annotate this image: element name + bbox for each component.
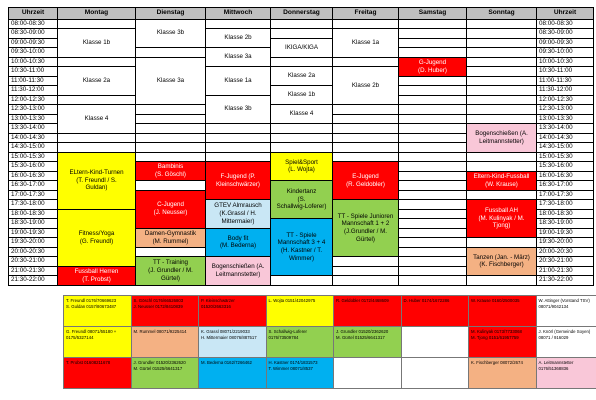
time-slot-left: 21:30-22:00	[8, 275, 58, 286]
schedule-event: Klasse 3b	[205, 95, 271, 125]
time-slot-right: 09:00-09:30	[536, 38, 594, 49]
contact-cell: T. Freundl 0176/70669623 S. Guldan 0157/80673487	[63, 295, 132, 327]
time-slot-right: 18:30-19:00	[536, 218, 594, 229]
time-slot-right: 17:00-17:30	[536, 190, 594, 201]
contact-cell: J. Grundler 01520/2362620 M. Gürtel 01525/6641317	[131, 357, 200, 389]
time-slot-left: 17:00-17:30	[8, 190, 58, 201]
time-slot-left: 14:30-15:00	[8, 142, 58, 153]
schedule-event: ELtern-Kind-Turnen (T. Freundl / S. Guldan)	[57, 152, 136, 210]
schedule-event: Spiel&Sport (L. Wojta)	[270, 152, 333, 182]
schedule-event: Fussball Herren (T. Probst)	[57, 266, 136, 286]
time-slot-right: 17:30-18:00	[536, 199, 594, 210]
contact-cell: T. Probst 01608211678	[63, 357, 132, 389]
schedule-event: TT - Spiele Junioren Mannschaft 1 + 2 (J.Grundler / M. Gürtel)	[332, 199, 399, 257]
contact-cell: M. Bederna 0162/7266462	[198, 357, 267, 389]
schedule-event: Klasse 4	[270, 104, 333, 124]
contact-cell: L. Wojta 0151/42042975	[266, 295, 335, 327]
time-slot-left: 16:30-17:00	[8, 180, 58, 191]
contact-cell: A. Leitmannstetter 0176/51368836	[536, 357, 596, 389]
time-slot-right: 20:30-21:00	[536, 256, 594, 267]
time-slot-right: 16:30-17:00	[536, 180, 594, 191]
contact-cell: K. Fischberger 08072/2674	[468, 357, 537, 389]
time-slot-right: 09:30-10:00	[536, 47, 594, 58]
day-header: Montag	[57, 7, 136, 20]
time-slot-right: 19:00-19:30	[536, 228, 594, 239]
schedule-event: IKIGA/KIGA	[270, 38, 333, 58]
schedule-event: Klasse 1b	[270, 85, 333, 105]
time-slot-right: 10:00-10:30	[536, 57, 594, 68]
time-slot-left: 12:00-12:30	[8, 95, 58, 106]
time-slot-right: 11:00-11:30	[536, 76, 594, 87]
time-slot-left: 15:00-15:30	[8, 152, 58, 163]
time-slot-left: 11:30-12:00	[8, 85, 58, 96]
time-slot-right: 08:00-08:30	[536, 19, 594, 30]
contact-empty-cell	[401, 357, 470, 389]
schedule-event: E-Jugend (R. Geldobler)	[332, 161, 399, 200]
contact-cell: S. Schallwig-Loferer 0176/73509784	[266, 326, 335, 358]
schedule-event: Klasse 4	[57, 104, 136, 134]
schedule-event: Body fit (M. Bederna)	[205, 228, 271, 258]
time-slot-right: 21:30-22:00	[536, 275, 594, 286]
time-slot-left: 17:30-18:00	[8, 199, 58, 210]
schedule-event: Bogenschießen (A. Leitmannstetter)	[205, 256, 271, 286]
time-slot-right: 20:00-20:30	[536, 247, 594, 258]
time-slot-left: 10:00-10:30	[8, 57, 58, 68]
time-slot-left: 18:30-19:00	[8, 218, 58, 229]
contact-empty-cell	[401, 326, 470, 358]
day-header: Mittwoch	[205, 7, 271, 20]
schedule-event: G-Jugend (D. Huber)	[398, 57, 467, 77]
time-slot-left: 19:30-20:00	[8, 237, 58, 248]
time-slot-left: 12:30-13:00	[8, 104, 58, 115]
day-header: Freitag	[332, 7, 399, 20]
time-slot-right: 15:30-16:00	[536, 161, 594, 172]
empty-slot	[270, 275, 333, 286]
schedule-event: Kindertanz (S. Schallwig-Loferer)	[270, 180, 333, 219]
time-slot-left: 14:00-14:30	[8, 133, 58, 144]
contact-cell: J. Grundler 01520/2362620 M. Gürtel 01525/6641317	[333, 326, 402, 358]
schedule-event: C-Jugend (J. Neusser)	[135, 190, 206, 229]
contact-cell: R. Geldobler 0172/4468609	[333, 295, 402, 327]
time-slot-right: 11:30-12:00	[536, 85, 594, 96]
contact-cell: M. Kulinyak 0173/7733068 M. Tjong 0151/61957759	[468, 326, 537, 358]
time-slot-right: 12:00-12:30	[536, 95, 594, 106]
schedule-event: Fussball AH (M. Kulinyak / M. Tjong)	[466, 199, 537, 238]
time-slot-left: 16:00-16:30	[8, 171, 58, 182]
day-header: Samstag	[398, 7, 467, 20]
schedule-event: Klasse 2b	[205, 28, 271, 48]
time-slot-left: 19:00-19:30	[8, 228, 58, 239]
schedule-event: Klasse 1a	[205, 66, 271, 96]
schedule-event: Klasse 3a	[205, 47, 271, 67]
schedule-event: Klasse 3a	[135, 57, 206, 106]
contact-cell: S. Göschl 0176/66526803 J. Neusser 0172/8410839	[131, 295, 200, 327]
time-slot-right: 13:30-14:00	[536, 123, 594, 134]
day-header: Dienstag	[135, 7, 206, 20]
empty-slot	[398, 275, 467, 286]
schedule-event: TT - Training (J. Grundler / M. Gürtel)	[135, 256, 206, 286]
schedule-event: Fitness/Yoga (G. Freundl)	[57, 209, 136, 267]
schedule-event: Klasse 1a	[332, 28, 399, 58]
schedule-event: Klasse 2b	[332, 66, 399, 105]
empty-slot	[466, 275, 537, 286]
contact-cell: W. Krause 0160/2500035	[468, 295, 537, 327]
time-slot-right: 14:30-15:00	[536, 142, 594, 153]
time-slot-right: 14:00-14:30	[536, 133, 594, 144]
day-header: Sonntag	[466, 7, 537, 20]
schedule-event: TT - Spiele Mannschaft 3 + 4 (H. Kastner / T. Wimmer)	[270, 218, 333, 276]
schedule-event: Tanzen (Jan. - März) (K. Fischberger)	[466, 247, 537, 277]
contact-cell: H. Kastner 0174/1831573 T. Wimmer 08071/8537	[266, 357, 335, 389]
contact-cell: W. Attinger (Vorstand TSV) 08071/9042134	[536, 295, 596, 327]
time-slot-right: 18:00-18:30	[536, 209, 594, 220]
time-slot-right: 19:30-20:00	[536, 237, 594, 248]
time-header-right: Uhrzeit	[536, 7, 594, 20]
time-slot-right: 15:00-15:30	[536, 152, 594, 163]
contact-cell: P. Kleinschwärzer 01520/2663316	[198, 295, 267, 327]
contact-cell: M. Rummel 08071/9225414	[131, 326, 200, 358]
time-slot-left: 11:00-11:30	[8, 76, 58, 87]
schedule-event: Bogenschießen (A. Leitmannstetter)	[466, 123, 537, 153]
time-slot-right: 13:00-13:30	[536, 114, 594, 125]
time-slot-left: 20:00-20:30	[8, 247, 58, 258]
time-slot-left: 15:30-16:00	[8, 161, 58, 172]
schedule-event: GTEV Almrausch (K.Grassl / H. Mittermaier)	[205, 199, 271, 229]
contact-empty-cell	[333, 357, 402, 389]
schedule-event: Klasse 2a	[57, 66, 136, 96]
day-header: Donnerstag	[270, 7, 333, 20]
time-slot-left: 13:00-13:30	[8, 114, 58, 125]
contact-cell: J. Knörl (Gemeinde Soyen) 08071 / 916029	[536, 326, 596, 358]
contact-cell: K. Grassl 08071/2219033 H. Mittermaier 08076/887517	[198, 326, 267, 358]
contact-cell: G. Freundl 08071/55180 + 0175/5327144	[63, 326, 132, 358]
schedule-event: Bambinis (S. Göschl)	[135, 161, 206, 181]
schedule-event: Eltern-Kind-Fussball (W. Krause)	[466, 171, 537, 191]
time-slot-left: 09:00-09:30	[8, 38, 58, 49]
time-slot-right: 12:30-13:00	[536, 104, 594, 115]
schedule-event: Klasse 1b	[57, 28, 136, 58]
schedule-event: F-Jugend (P. Kleinschwärzer)	[205, 161, 271, 200]
time-slot-left: 09:30-10:00	[8, 47, 58, 58]
time-slot-left: 21:00-21:30	[8, 266, 58, 277]
empty-slot	[332, 275, 399, 286]
time-header-left: Uhrzeit	[8, 7, 58, 20]
time-slot-right: 10:30-11:00	[536, 66, 594, 77]
schedule-event: Klasse 2a	[270, 66, 333, 86]
time-slot-left: 20:30-21:00	[8, 256, 58, 267]
time-slot-right: 21:00-21:30	[536, 266, 594, 277]
time-slot-left: 08:30-09:00	[8, 28, 58, 39]
schedule-event: Klasse 3b	[135, 19, 206, 49]
time-slot-right: 08:30-09:00	[536, 28, 594, 39]
time-slot-left: 08:00-08:30	[8, 19, 58, 30]
time-slot-left: 18:00-18:30	[8, 209, 58, 220]
time-slot-left: 13:30-14:00	[8, 123, 58, 134]
time-slot-right: 16:00-16:30	[536, 171, 594, 182]
time-slot-left: 10:30-11:00	[8, 66, 58, 77]
schedule-event: Damen-Gymnastik (M. Rummel)	[135, 228, 206, 248]
contact-cell: D. Huber 0174/1672286	[401, 295, 470, 327]
